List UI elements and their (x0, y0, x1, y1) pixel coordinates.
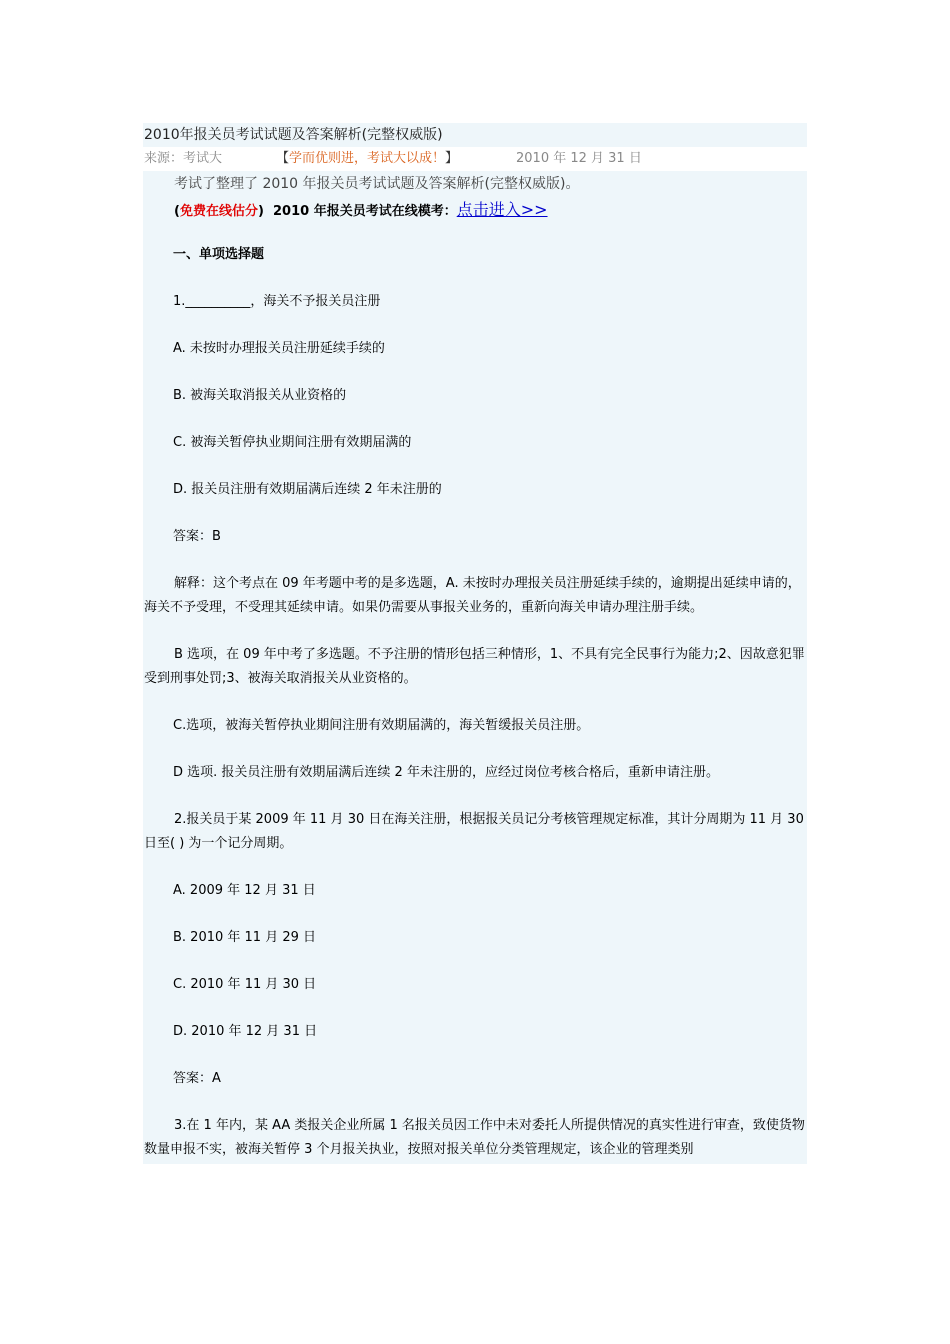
q1-explanation-b: B 选项，在 09 年中考了多选题。不予注册的情形包括三种情形，1、不具有完全民事行为能力;2、因故意犯罪受到刑事处罚;3、被海关取消报关从业资格的。 (144, 647, 805, 686)
q1-question: 1.__________，海关不予报关员注册 (173, 294, 381, 309)
article-body (143, 171, 807, 1164)
enter-link[interactable]: 点击进入>> (456, 200, 548, 219)
q2-option-b: B. 2010 年 11 月 29 日 (173, 930, 317, 945)
mock-exam-text: 2010 年报关员考试在线模考： (272, 204, 457, 219)
q1-option-b: B. 被海关取消报关从业资格的 (173, 388, 347, 403)
slogan: 【学而优则进，考试大以成！】 (276, 151, 459, 166)
q1-explanation-d: D 选项. 报关员注册有效期届满后连续 2 年未注册的，应经过岗位考核合格后，重新申请注册。 (173, 765, 719, 780)
source: 来源：考试大 (144, 151, 223, 166)
q3-question: 3.在 1 年内，某 AA 类报关企业所属 1 名报关员因工作中未对委托人所提供情况的真实性进行审查，致使货物数量申报不实，被海关暂停 3 个月报关执业，按照对报关单位分类管理规定，该企业的管理类别 (144, 1118, 805, 1157)
q1-answer: 答案：B (173, 529, 221, 544)
article-title: 2010年报关员考试试题及答案解析(完整权威版) (143, 123, 807, 147)
article-meta (143, 147, 807, 171)
q2-option-c: C. 2010 年 11 月 30 日 (173, 977, 317, 992)
q2-question: 2.报关员于某 2009 年 11 月 30 日在海关注册，根据报关员记分考核管理规定标准，其计分周期为 11 月 30 日至( ) 为一个记分周期。 (144, 812, 804, 851)
intro-text: 考试了整理了 2010 年报关员考试试题及答案解析(完整权威版)。 (174, 176, 580, 192)
q2-option-d: D. 2010 年 12 月 31 日 (173, 1024, 318, 1039)
free-score-label: 免费在线估分 (179, 204, 258, 219)
q1-option-d: D. 报关员注册有效期届满后连续 2 年未注册的 (173, 482, 442, 497)
q1-explanation-a: 解释：这个考点在 09 年考题中考的是多选题，A. 未按时办理报关员注册延续手续的，逾期提出延续申请的，海关不予受理，不受理其延续申请。如果仍需要从事报关业务的，重新向海关申请办理注册手续。 (144, 576, 801, 615)
q2-option-a: A. 2009 年 12 月 31 日 (173, 883, 316, 898)
ad-line: (免费在线估分) 2010 年报关员考试在线模考：点击进入>> (174, 200, 548, 219)
document (143, 123, 807, 1164)
q1-option-c: C. 被海关暂停执业期间注册有效期届满的 (173, 435, 412, 450)
section-heading: 一、单项选择题 (173, 247, 265, 262)
q1-option-a: A. 未按时办理报关员注册延续手续的 (173, 341, 385, 356)
publish-date: 2010 年 12 月 31 日 (516, 151, 642, 166)
q1-explanation-c: C.选项，被海关暂停执业期间注册有效期届满的，海关暂缓报关员注册。 (173, 718, 590, 733)
q2-answer: 答案：A (173, 1071, 221, 1086)
